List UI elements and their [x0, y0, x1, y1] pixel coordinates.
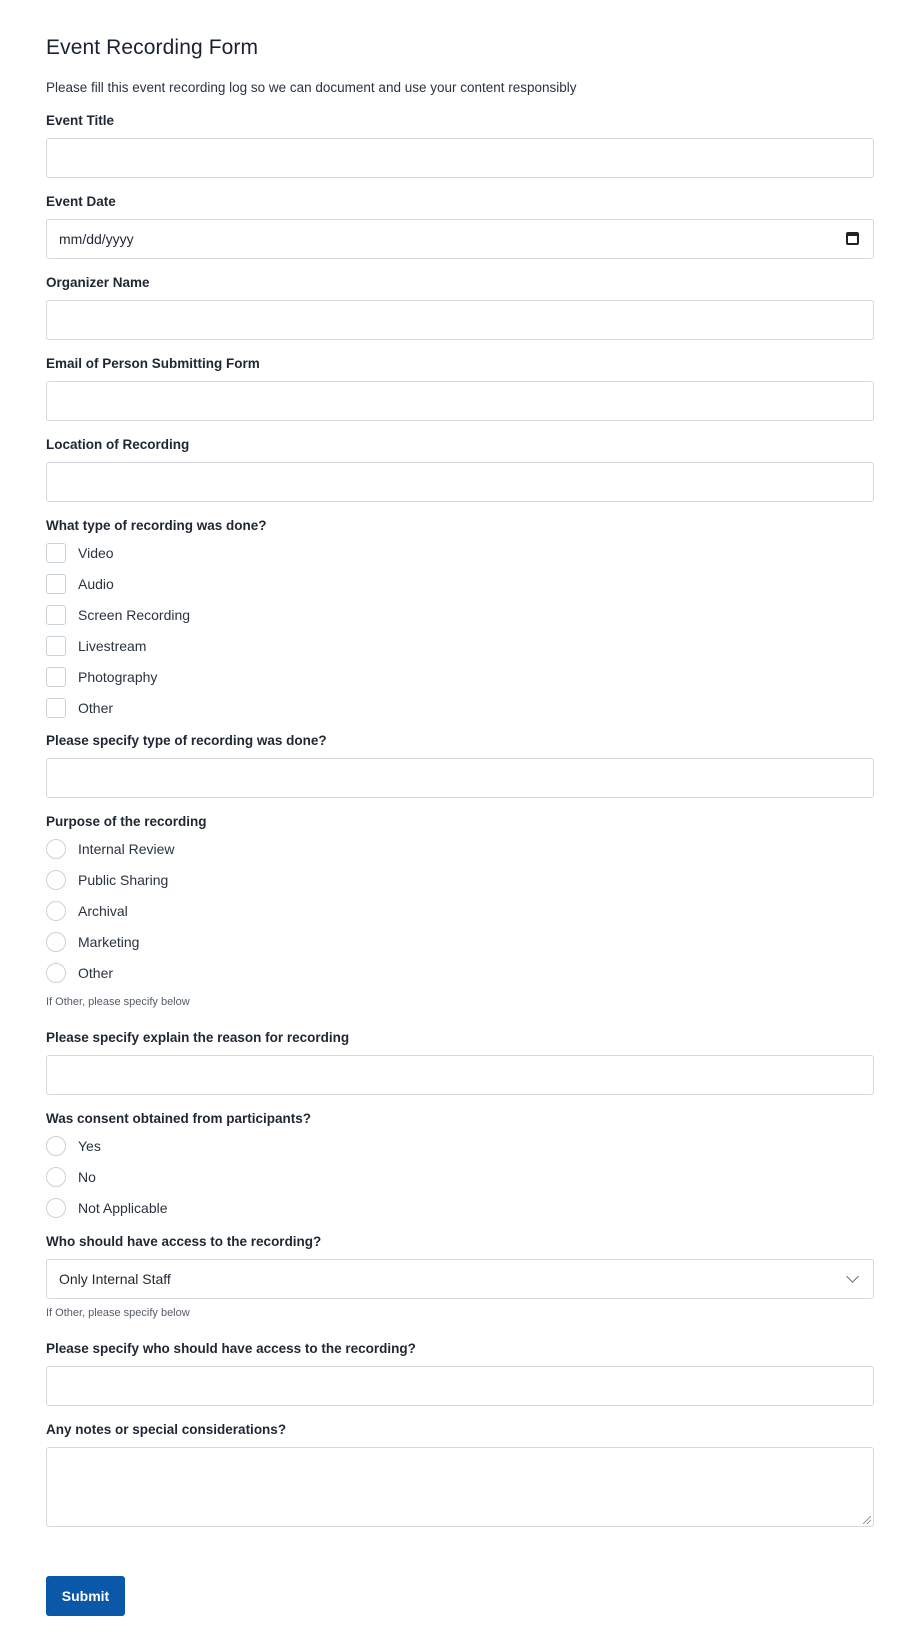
checkbox-label-photography: Photography	[78, 669, 158, 685]
radio-consent-yes[interactable]	[46, 1136, 66, 1156]
checkbox-screen-recording[interactable]	[46, 605, 66, 625]
recording-type-label: What type of recording was done?	[46, 518, 267, 533]
radio-public-sharing[interactable]	[46, 870, 66, 890]
radio-label-consent-no: No	[78, 1169, 96, 1185]
consent-label: Was consent obtained from participants?	[46, 1111, 312, 1126]
event-date-label: Event Date	[46, 194, 116, 209]
submit-button[interactable]: Submit	[46, 1576, 125, 1616]
organizer-name-label: Organizer Name	[46, 275, 150, 290]
checkbox-label-other: Other	[78, 700, 114, 716]
access-label: Who should have access to the recording?	[46, 1234, 322, 1249]
notes-textarea[interactable]	[46, 1447, 874, 1527]
event-title-label: Event Title	[46, 113, 115, 128]
radio-label-internal-review: Internal Review	[78, 841, 175, 857]
checkbox-label-video: Video	[78, 545, 114, 561]
radio-label-public-sharing: Public Sharing	[78, 872, 169, 888]
recording-type-other-input[interactable]	[46, 758, 874, 798]
radio-label-consent-na: Not Applicable	[78, 1200, 168, 1216]
checkbox-livestream[interactable]	[46, 636, 66, 656]
event-title-input[interactable]	[46, 138, 874, 178]
access-selected-value: Only Internal Staff	[59, 1271, 171, 1287]
email-input[interactable]	[46, 381, 874, 421]
recording-type-other-label: Please specify type of recording was done?	[46, 733, 327, 748]
event-date-input[interactable]	[46, 219, 874, 259]
access-other-label: Please specify who should have access to the recording?	[46, 1341, 416, 1356]
event-date-placeholder: mm/dd/yyyy	[59, 231, 134, 247]
checkbox-label-audio: Audio	[78, 576, 114, 592]
radio-internal-review[interactable]	[46, 839, 66, 859]
checkbox-label-livestream: Livestream	[78, 638, 147, 654]
radio-label-archival: Archival	[78, 903, 128, 919]
purpose-label: Purpose of the recording	[46, 814, 207, 829]
form-description: Please fill this event recording log so we can document and use your content responsibly	[46, 80, 577, 95]
location-input[interactable]	[46, 462, 874, 502]
calendar-icon[interactable]	[846, 232, 859, 245]
checkbox-label-screen-recording: Screen Recording	[78, 607, 191, 623]
checkbox-video[interactable]	[46, 543, 66, 563]
email-label: Email of Person Submitting Form	[46, 356, 260, 371]
purpose-other-label: Please specify explain the reason for recording	[46, 1030, 350, 1045]
resize-handle-icon[interactable]	[863, 1516, 871, 1524]
checkbox-audio[interactable]	[46, 574, 66, 594]
checkbox-photography[interactable]	[46, 667, 66, 687]
radio-archival[interactable]	[46, 901, 66, 921]
chevron-down-icon	[846, 1270, 859, 1283]
purpose-hint: If Other, please specify below	[46, 996, 190, 1008]
radio-consent-no[interactable]	[46, 1167, 66, 1187]
access-hint: If Other, please specify below	[46, 1307, 190, 1319]
form-title: Event Recording Form	[46, 36, 259, 59]
access-select[interactable]	[46, 1259, 874, 1299]
radio-consent-na[interactable]	[46, 1198, 66, 1218]
radio-label-consent-yes: Yes	[78, 1138, 101, 1154]
location-label: Location of Recording	[46, 437, 190, 452]
notes-label: Any notes or special considerations?	[46, 1422, 287, 1437]
purpose-other-input[interactable]	[46, 1055, 874, 1095]
radio-marketing[interactable]	[46, 932, 66, 952]
radio-label-purpose-other: Other	[78, 965, 114, 981]
radio-purpose-other[interactable]	[46, 963, 66, 983]
checkbox-other[interactable]	[46, 698, 66, 718]
access-other-input[interactable]	[46, 1366, 874, 1406]
radio-label-marketing: Marketing	[78, 934, 140, 950]
organizer-name-input[interactable]	[46, 300, 874, 340]
